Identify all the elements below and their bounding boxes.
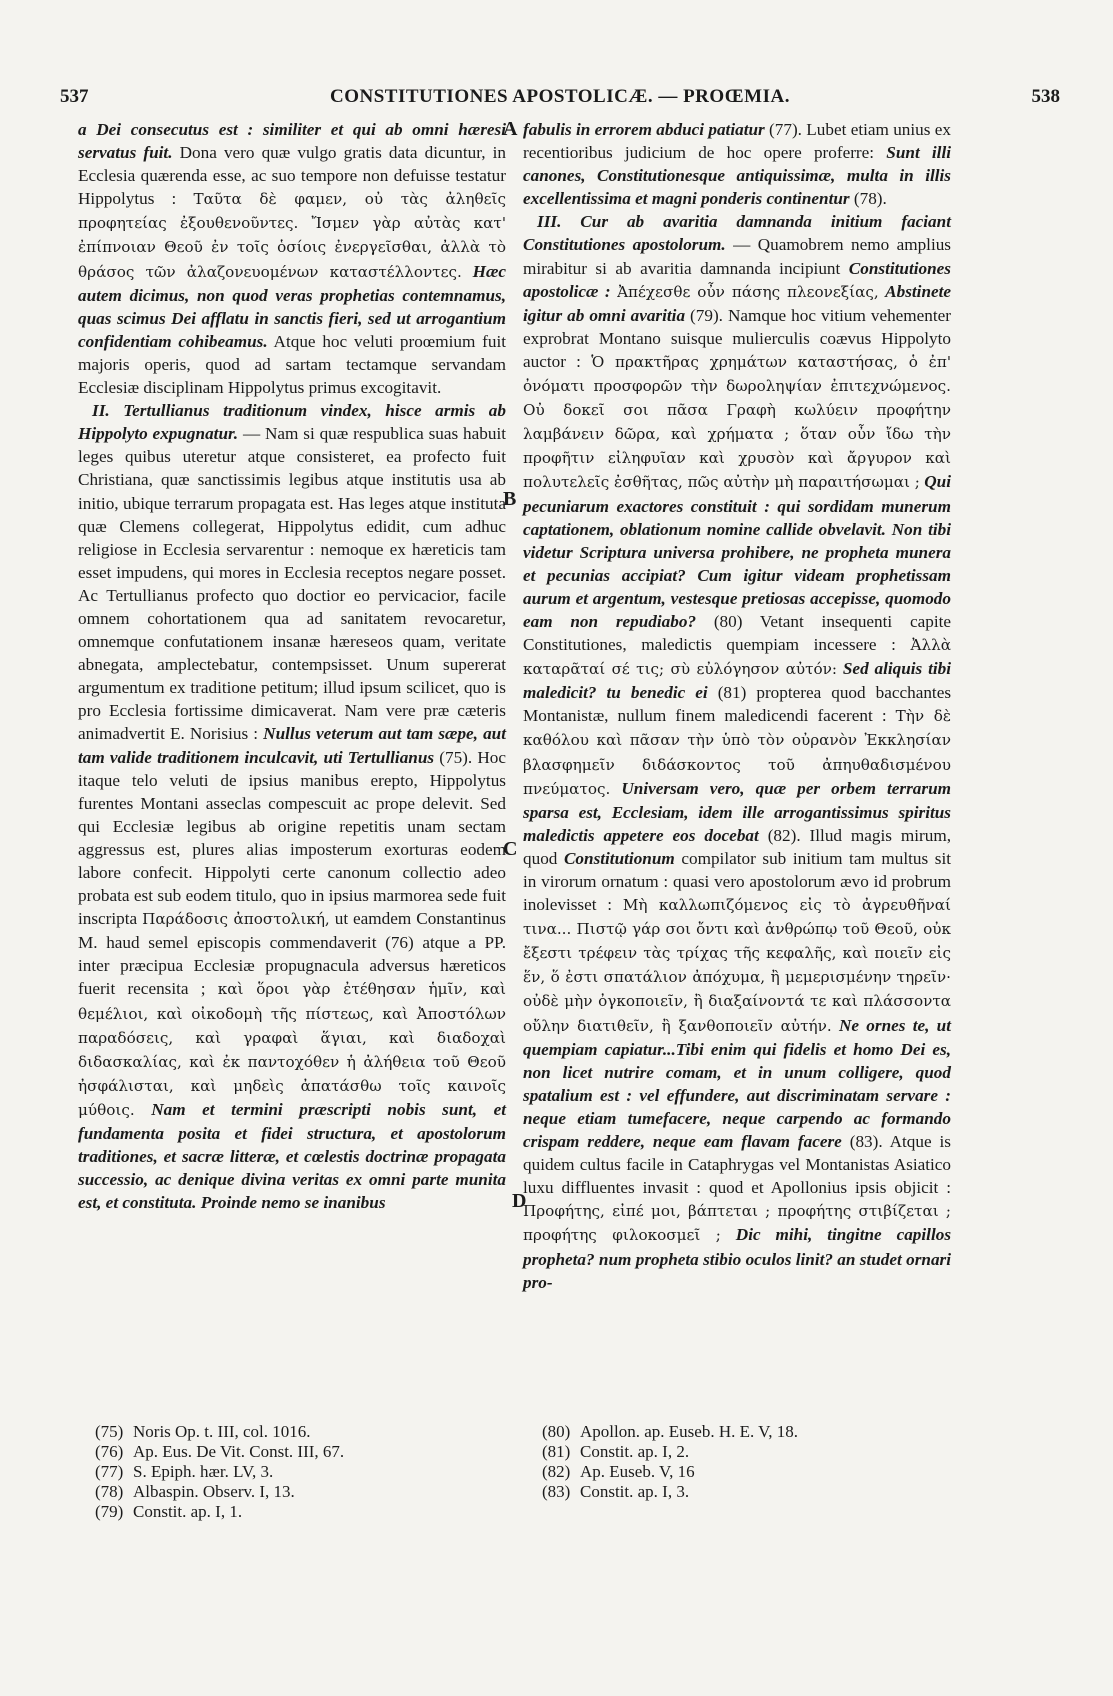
left-paragraph-1 — [78, 118, 506, 399]
greek-text: Μὴ καλλωπιζόμενος εἰς τὸ ἀγρευθῆναί τινα... Πιστῷ γάρ σοι ὄντι καὶ ἀνθρώπῳ τοῦ Θεοῦ, οὐκ ἔξεστι τρέφειν τὰς τρίχας τῆς κεφαλῆς, καὶ ποιεῖν εἰς ἕν, ὅ ἐστι σπατάλιον ἀπόχυμα, ἢ μεμερισμένην τηρεῖν· οὐδὲ μὴν ὀγκοποιεῖν, ἢ διαξαίνοντά τε καὶ πλάσσοντα οὔλην διατιθεῖν, ἢ ξανθοποιεῖν αὐτήν. — [523, 896, 951, 1035]
footnotes-left — [95, 1422, 495, 1522]
text: (81) propterea quod bacchantes Montanistæ, nullum finem maledicendi facerent : — [523, 683, 952, 726]
margin-marker-a: A — [503, 118, 518, 140]
footnote — [542, 1462, 942, 1482]
page-number-left: 537 — [60, 86, 89, 107]
text: — Quamobrem nemo amplius mirabitur si ab avaritia damnanda incipiunt — [523, 235, 951, 278]
footnote-ref: (76) — [95, 1442, 124, 1461]
text-italic: Sunt illi canones, Constitutionesque antiquissimæ, multa in illis excellentissima et magni ponderis continentur — [523, 143, 952, 209]
greek-text: Τὴν δὲ καθόλου καὶ πᾶσαν τὴν ὑπὸ τὸν οὐρανὸν Ἐκκλησίαν βλασφημεῖν διδάσκοντος τοῦ ἀπηυθαδισμένου πνεύματος. — [523, 707, 952, 798]
text-italic: Dic mihi, tingitne capillos propheta? num propheta stibio oculos linit? an studet ornari pro- — [523, 1225, 952, 1292]
text-italic: Constitutionum — [563, 848, 675, 868]
footnote-text: Apollon. ap. Euseb. H. E. V, 18. — [580, 1422, 799, 1441]
text-italic: Nullus veterum aut tam sæpe, aut tam valide traditionem inculcavit, uti Tertullianus — [78, 724, 507, 767]
right-column — [523, 118, 951, 1294]
right-paragraph-1 — [523, 118, 951, 210]
text: — Nam si quæ respublica suas habuit leges quibus uteretur atque consisteret, ea profecto fuit Christiana, quæ sanctissimis legibus atque institutis usa ab initio, ubique terrarum propagata est. Has leges atque instituta quæ Clemens collegerat, Hippolytus edidit, cum adhuc religiose in Ecclesia servarentur : nemoque ex hæreticis tam esset impudens, qui mores in Ecclesia receptos negare posset. Ac Tertullianus profecto quo doctior eo pervicacior, facile omnem cohortationem qua ad sanitatem revocaretur, omnemque confutationem insanæ hæreseos quam, veritate abnegata, amplectebatur, contempsisset. Unum supererat argumentum ex traditione petitum; illud ipsum scilicet, quo is pro Ecclesia fortissime dimicaverat. Nam vere præ cæteris animadvertit E. Norisius : — [78, 424, 507, 744]
page-number-right: 538 — [1031, 86, 1060, 107]
footnote-ref: (80) — [542, 1422, 571, 1441]
footnote — [95, 1422, 495, 1442]
text: (83). Atque is quidem cultus facile in Cataphrygas vel Montanistas Asiatico luxu diffluentes invasit : quod et Apollonius ipsis objicit : — [523, 1132, 951, 1198]
text-italic: Universam vero, quæ per orbem terrarum sparsa est, Ecclesiam, idem ille arrogantissimus spiritus maledictis appetere eos docebat — [523, 778, 951, 845]
text: compilator sub initium tam multus sit in virorum ornatum : quasi vero apostolorum ævo id probrum inolevisset : — [523, 848, 952, 915]
footnote-ref: (77) — [95, 1462, 124, 1481]
text-italic: a Dei consecutus est : similiter et qui ab omni hæresi servatus fuit. — [78, 120, 506, 163]
margin-marker-d: D — [512, 1190, 527, 1212]
greek-text: καὶ ὅροι γὰρ ἐτέθησαν ἡμῖν, καὶ θεμέλιοι, καὶ οἰκοδομὴ τῆς πίστεως, καὶ Ἀποστόλων παραδόσεις, καὶ γραφαὶ ἅγιαι, καὶ διαδοχαὶ διδασκαλίας, καὶ ἐκ παντοχόθεν ἡ ἀλήθεια τοῦ Θεοῦ ἠσφάλισται, καὶ μηδεὶς ἀπατάσθω τοῖς καινοῖς μύθοις. — [78, 980, 506, 1119]
text: (75). Hoc itaque telo veluti de ipsius manibus erepto, Hippolytus furentes Montani asseclas compescuit ac prope delevit. Sed qui Ecclesiæ legibus ab origine repetitis unam sectam aggressus est, plures alias imposterum exorturas eodem labore confecit. Hippolyti certe canonum collectio adeo probata est sub eodem titulo, quo in ipsius marmorea sede fuit inscripta — [78, 747, 506, 929]
footnote-text: Constit. ap. I, 2. — [580, 1442, 690, 1461]
footnote-ref: (82) — [542, 1462, 571, 1481]
footnote-text: Noris Op. t. III, col. 1016. — [133, 1422, 311, 1441]
footnote-ref: (75) — [95, 1422, 124, 1441]
left-paragraph-2 — [78, 399, 506, 1214]
footnote — [542, 1442, 942, 1462]
footnote-ref: (79) — [95, 1502, 124, 1521]
footnote-ref: (83) — [542, 1482, 571, 1501]
page-header — [60, 86, 1060, 114]
text: (79). Namque hoc vitium vehementer exprobrat Montano suisque mulierculis coævus Hippolyto auctor : — [523, 305, 952, 371]
greek-text: Ἀπέχεσθε οὖν πάσης πλεονεξίας, — [617, 282, 879, 301]
footnote-text: Constit. ap. I, 3. — [580, 1482, 690, 1501]
text-italic: Constitutiones apostolicæ : — [523, 258, 951, 301]
text-italic: Hæc autem dicimus, non quod veras prophetias contemnamus, quas scimus Dei afflatu in sanctis fieri, sed ut arrogantium confidentiam cohibeamus. — [78, 261, 507, 351]
footnote — [542, 1482, 942, 1502]
text: (77). Lubet etiam unius ex recentioribus judicium de hoc opere proferre: — [523, 120, 951, 163]
footnote — [95, 1482, 495, 1502]
greek-text: Παράδοσις ἀποστολική, — [142, 910, 330, 929]
footnote-text: Ap. Euseb. V, 16 — [580, 1462, 695, 1481]
footnote-text: Albaspin. Observ. I, 13. — [133, 1482, 295, 1501]
text-italic: fabulis in errorem abduci patiatur — [523, 120, 765, 139]
greek-text: Ὁ πρακτῆρας χρημάτων καταστήσας, ὁ ἐπ' ὀνόματι προσφορῶν τὴν δωροληψίαν ἐπιτεχνώμενος. Οὐ δοκεῖ σοι πᾶσα Γραφὴ κωλύειν προφήτην λαμβάνειν δῶρα, καὶ χρήματα ; ὅταν οὖν ἴδω τὴν προφῆτιν εἰληφυῖαν καὶ χρυσὸν καὶ ἄργυρον καὶ πολυτελεῖς ἐσθῆτας, πῶς αὐτὴν μὴ παραιτήσωμαι ; — [523, 352, 951, 492]
text-italic: Abstinete igitur ab omni avaritia — [523, 281, 952, 325]
section-heading: II. Tertullianus traditionum vindex, hisce armis ab Hippolyto expugnatur. — [78, 401, 506, 444]
left-column — [78, 118, 506, 1214]
margin-marker-c: C — [503, 838, 518, 860]
text-italic: Sed aliquis tibi maledicit? tu benedic ei — [523, 659, 952, 703]
text: (82). Illud magis mirum, quod — [523, 825, 952, 868]
footnote-ref: (81) — [542, 1442, 571, 1461]
footnote-text: Ap. Eus. De Vit. Const. III, 67. — [133, 1442, 345, 1461]
running-title: CONSTITUTIONES APOSTOLICÆ. — PROŒMIA. — [330, 86, 790, 107]
footnote — [542, 1422, 942, 1442]
text-italic: Qui pecuniarum exactores constituit : qui sordidam munerum captationem, oblationum nomine callide obvelavit. Non tibi videtur Scriptura universa prohibere, ne propheta munera et pecunias accipiat? Cum igitur videam prophetissam aurum et argentum, vestesque pretiosas accepisse, quomodo eam non repudiabo? — [523, 472, 952, 631]
footnote — [95, 1462, 495, 1482]
right-paragraph-2 — [523, 210, 951, 1293]
footnote — [95, 1502, 495, 1522]
text-italic: Ne ornes te, ut quempiam capiatur...Tibi enim qui fidelis et homo Dei es, non licet nutrire comam, et in unum colligere, quod spatalium est : vel effundere, aut discriminatam servare : neque etiam tumefacere, neque carpendo ac formando crispam reddere, neque eam flavam facere — [523, 1015, 952, 1152]
text: ut eamdem Constantinus M. haud semel episcopis commendaverit (76) atque a PP. inter præcipua Ecclesiæ propugnacula adversus hæreticos fuerit recensita ; — [78, 909, 506, 999]
margin-marker-b: B — [503, 488, 517, 510]
footnote-ref: (78) — [95, 1482, 124, 1501]
footnote — [95, 1442, 495, 1462]
text: Atque hoc veluti proœmium fuit majoris operis, quod ad sartam tectamque servandam Ecclesiæ disciplinam Hippolytus primus excogitavit. — [78, 331, 506, 398]
greek-text: Ἀλλὰ καταρᾶταί σέ τις; σὺ εὐλόγησον αὐτόν: — [523, 636, 952, 679]
footnotes-right — [542, 1422, 942, 1502]
text-italic: Nam et termini præscripti nobis sunt, et fundamenta posita et fidei structura, et apostolorum traditiones, et sacræ litteræ, et cœlestis doctrinæ propagata successio, ac denique divina veritas ex omni parte munita est, et constituta. Proinde nemo se inanibus — [78, 1099, 507, 1213]
footnote-text: S. Epiph. hær. LV, 3. — [133, 1462, 274, 1481]
text: Dona vero quæ vulgo gratis data dicuntur, in Ecclesia quærenda esse, ac suo tempore non defuisse testatur Hippolytus : — [78, 143, 506, 209]
section-heading: III. Cur ab avaritia damnanda initium faciant Constitutiones apostolorum. — [523, 212, 951, 255]
greek-text: Ταῦτα δὲ φαμεν, οὐ τὰς ἀληθεῖς προφητείας ἐξουθενοῦντες. Ἴσμεν γὰρ αὐτὰς κατ' ἐπίπνοιαν Θεοῦ ἐν τοῖς ὁσίοις ἐνεργεῖσθαι, ἀλλὰ τὸ θράσος τῶν ἀλαζονευομένων καταστέλλοντες. — [78, 190, 507, 281]
text: (78). — [853, 189, 887, 209]
greek-text: Προφήτης, εἰπέ μοι, βάπτεται ; προφήτης στιβίζεται ; προφήτης φιλοκοσμεῖ ; — [523, 1202, 951, 1245]
footnote-text: Constit. ap. I, 1. — [133, 1502, 243, 1521]
text: (80) Vetant insequenti capite Constitutiones, maledictis quempiam incessere : — [523, 611, 951, 655]
